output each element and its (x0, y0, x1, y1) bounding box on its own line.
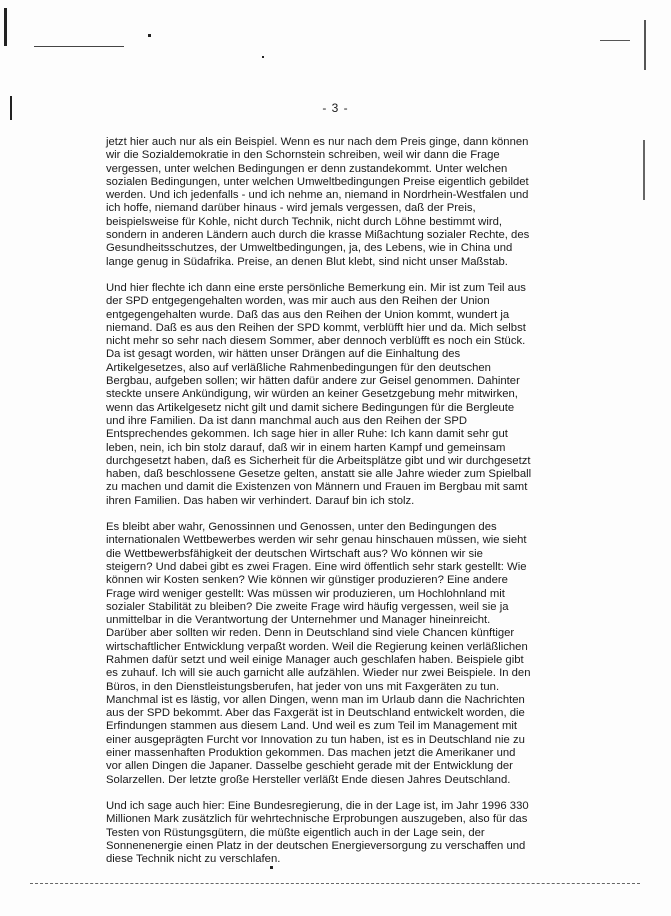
scan-speck (4, 8, 7, 46)
page-number: - 3 - (322, 101, 349, 115)
scan-speck (600, 40, 630, 41)
paragraph: Es bleibt aber wahr, Genossinnen und Genossen, unter den Bedingungen des internationalen Wettbewerbes werden wir sehr genau hinschauen müssen, wie sieht die Wettbewerbsfähigkeit der deutschen Wirtschaft aus? Wo können wir sie steigern? Und dabei gibt es zwei Fragen. Eine wird öffentlich sehr stark gestellt: Wie können wir Kosten senken? Wie können wir günstiger produzieren? Eine andere Frage wird weniger gestellt: Was müssen wir produzieren, um Hochlohnland mit sozialer Stabilität zu bleiben? Die zweite Frage wird häufig vergessen, weil sie ja unmittelbar in die Verantwortung der Unternehmer und Manager hineinreicht. Darüber aber sollten wir reden. Denn in Deutschland sind viele Chancen künftiger wirtschaftlicher Entwicklung verpaßt worden. Weil die Regierung keinen verläßlichen Rahmen dafür setzt und weil einige Manager auch geschlafen haben. Beispiele gibt es zuhauf. Ich will sie auch garnicht alle aufzählen. Wieder nur zwei Beispiele. In den Büros, in den Dienstleistungsberufen, hat jeder von uns mit Faxgeräten zu tun. Manchmal ist es lästig, vor allen Dingen, wenn man im Urlaub dann die Nachrichten aus der SPD bekommt. Aber das Faxgerät ist in Deutschland entwickelt worden, die Erfindungen stammen aus diesem Land. Und weil es zum Teil im Management mit einer ausgeprägten Furcht vor Innovation zu tun haben, ist es in Deutschland nie zu einer massenhaften Produktion gekommen. Das machen jetzt die Amerikaner und vor allen Dingen die Japaner. Dasselbe geschieht gerade mit der Entwicklung der Solarzellen. Der letzte große Hersteller verläßt Ende diesen Jahres Deutschland. (106, 521, 531, 786)
scan-speck (34, 46, 124, 47)
paragraph: Und ich sage auch hier: Eine Bundesregierung, die in der Lage ist, im Jahr 1996 330 Millionen Mark zusätzlich für wehrtechnische Erprobungen auszugeben, also für das Testen von Rüstungsgütern, die müßte eigentlich auch in der Lage sein, der Sonnenenergie einen Platz in der deutschen Energieversorgung zu verschaffen und diese Technik nicht zu verschlafen. (106, 799, 529, 866)
scan-speck (643, 140, 645, 200)
scan-speck (148, 34, 151, 37)
scan-speck (262, 56, 264, 58)
paragraph: jetzt hier auch nur als ein Beispiel. Wenn es nur nach dem Preis ginge, dann können wir die Sozialdemokratie in den Schornstein schreiben, weil wir dann die Frage vergessen, unter welchen Bedingungen er denn zustandekommt. Unter welchen sozialen Bedingungen, unter welchen Umweltbedingungen Preise eigentlich gebildet werden. Und ich jedenfalls - und ich nehme an, niemand in Nordrhein-Westfalen und ich hoffe, niemand darüber hinaus - wird jemals vergessen, daß der Preis, beispielsweise für Kohle, nicht durch Technik, nicht durch Löhne bestimmt wird, sondern in anderen Ländern auch durch die krasse Mißachtung sozialer Rechte, des Gesundheitsschutzes, der Umweltbedingungen, ja, des Lebens, wie in China und lange genug in Südafrika. Preise, an denen Blut klebt, sind nicht unser Maßstab. (106, 136, 530, 268)
scan-speck (644, 20, 646, 70)
paragraph: Und hier flechte ich dann eine erste persönliche Bemerkung ein. Mir ist zum Teil aus der SPD entgegengehalten worden, was mir auch aus den Reihen der Union entgegengehalten wurde. Daß das aus den Reihen der Union kommt, wundert ja niemand. Daß es aus den Reihen der SPD kommt, verblüfft hier und da. Mich selbst nicht mehr so sehr nach diesem Sommer, aber dennoch verblüfft es noch ein Stück. Da ist gesagt worden, wir hätten unser Drängen auf die Einhaltung des Artikelgesetzes, also auf verläßliche Rahmenbedingungen für den deutschen Bergbau, aufgeben sollen; wir hätten dafür andere zur Geisel genommen. Dahinter steckte unsere Ankündigung, wir würden an keiner Gesetzgebung mehr mitwirken, wenn das Artikelgesetz nicht gilt und damit sichere Bedingungen für die Bergleute und ihre Familien. Da ist dann manchmal auch aus den Reihen der SPD Entsprechendes gekommen. Ich sage hier in aller Ruhe: Ich kann damit sehr gut leben, nein, ich bin stolz darauf, daß wir in einem harten Kampf und gemeinsam durchgesetzt haben, daß es Sicherheit für die Arbeitsplätze gibt und wir durchgesetzt haben, daß beschlossene Gesetze gelten, anstatt sie alle Jahre wieder zum Spielball zu machen und damit die Existenzen von Männern und Frauen im Bergbau mit samt ihren Familien. Das haben wir verhindert. Darauf bin ich stolz. (106, 281, 532, 507)
document-body (106, 136, 532, 879)
scan-speck (270, 866, 273, 869)
page-bottom-edge (30, 883, 640, 886)
